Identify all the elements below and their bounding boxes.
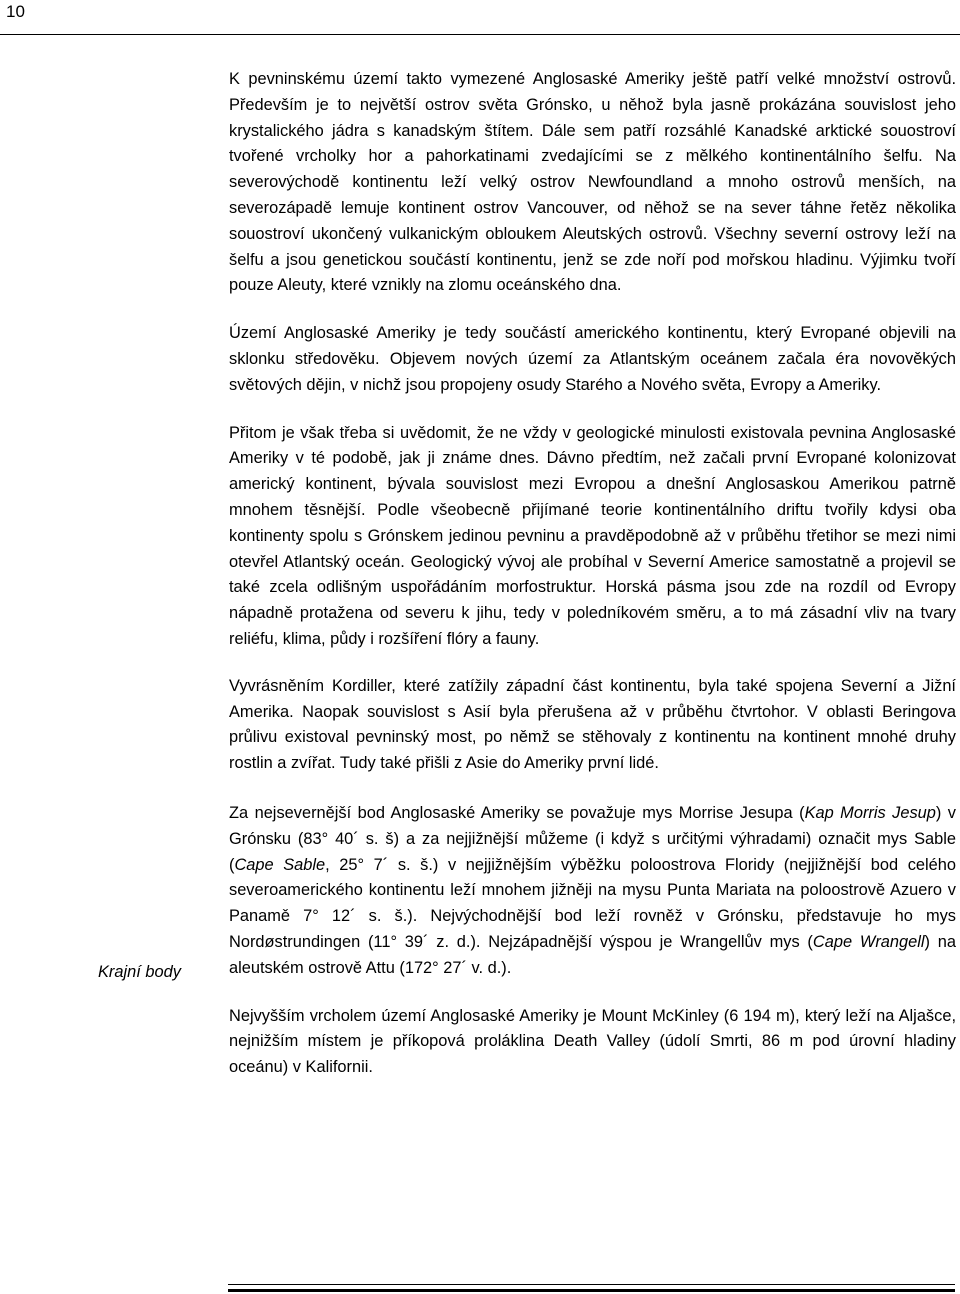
page-number: 10	[6, 2, 25, 21]
footer-rule-thin	[228, 1284, 955, 1285]
text-run: ) na aleutském ostrově Attu (172° 27´ v. d.).	[229, 932, 956, 977]
paragraph-elevations	[229, 1004, 956, 1081]
paragraph-continent	[229, 321, 956, 398]
text-run: , 25° 7´ s. š.) v nejjižnějším výběžku poloostrova Floridy (nejjižnější bod celého severoamerického kontinentu leží mnohem jižněji na mysu Punta Mariata na poloostrově Azuero v Panamě 7° 12´ s. š.). Nejvýchodnější bod leží rovněž v Grónsku, představuje ho mys Nordøstrundingen (11° 39´ z. d.). Nejzápadnější výspou je Wrangellův mys (	[229, 855, 956, 951]
side-label-extreme-points: Krajní body	[98, 963, 181, 981]
paragraph-cordillera	[229, 674, 956, 777]
text-run: Za nejsevernější bod Anglosaské Ameriky se považuje mys Morrise Jesupa (	[229, 803, 805, 822]
text-run: Vyvrásněním Kordiller, které zatížily západní část kontinentu, byla také spojena Severní a Jižní Amerika. Naopak souvislost s Asií byla přerušena až v průběhu čtvrtohor. V oblasti Beringova průlivu existoval pevninský most, po němž se stěhovaly z kontinentu na kontinent mnohé druhy rostlin a zvířat. Tudy také přišli z Asie do Ameriky první lidé.	[229, 676, 956, 773]
text-run: ) v Grónsku (83° 40´ s. š) a za nejjižnější můžeme (i když s určitými výhradami) označit mys Sable (	[229, 803, 956, 874]
italic-term: Cape Sable	[234, 855, 326, 874]
main-text	[229, 67, 956, 1103]
footer-rule-thick	[228, 1289, 955, 1292]
text-run: Nejvyšším vrcholem území Anglosaské Ameriky je Mount McKinley (6 194 m), který leží na Aljašce, nejnižším místem je příkopová proláklina Death Valley (údolí Smrti, 86 m pod úrovní hladiny oceánu) v Kalifornii.	[229, 1006, 956, 1077]
italic-term: Kap Morris Jesup	[804, 803, 936, 822]
paragraph-extreme-points	[229, 801, 956, 982]
text-run: K pevninskému území takto vymezené Anglosaské Ameriky ještě patří velké množství ostrovů. Především je to největší ostrov světa Grónsko, u něhož byla jasně prokázána souvislost jeho krystalického jádra s kanadským štítem. Dále sem patří rozsáhlé Kanadské arktické souostroví tvořené vrcholky hor a pahorkatinami zvedajícími se z mělkého kontinentálního šelfu. Na severovýchodě kontinentu leží velký ostrov Newfoundland a mnoho ostrovů menších, na severozápadě lemuje kontinent ostrov Vancouver, od něhož se na sever táhne řetěz několika souostroví ukončený vulkanickým obloukem Aleutských ostrovů. Všechny severní ostrovy leží na šelfu a jsou genetickou součástí kontinentu, jenž se zde noří pod mořskou hladinu. Výjimku tvoří pouze Aleuty, které vznikly na zlomu oceánského dna.	[229, 70, 956, 295]
paragraph-geology	[229, 421, 956, 653]
header-rule	[0, 34, 960, 35]
text-run: Přitom je však třeba si uvědomit, že ne vždy v geologické minulosti existovala pevnina Anglosaské Ameriky v té podobě, jak ji známe dnes. Dávno předtím, než začali první Evropané kolonizovat americký kontinent, bývala souvislost mezi Evropou a dnešní Anglosaskou Amerikou patrně mnohem těsnější. Podle všeobecně přijímané teorie kontinentálního driftu tvořily kdysi oba kontinenty spolu s Grónskem jedinou pevninu a pravděpodobně až v průběhu třetihor se mezi nimi otevřel Atlantský oceán. Geologický vývoj ale probíhal v Severní Americe samostatně a projevil se také zcela odlišným uspořádáním morfostruktur. Horská pásma jsou zde na rozdíl od Evropy nápadně protažena od severu k jihu, tedy v poledníkovém směru, a to má zásadní vliv na tvary reliéfu, klima, půdy i rozšíření flóry a fauny.	[229, 423, 956, 648]
text-run: Území Anglosaské Ameriky je tedy součástí amerického kontinentu, který Evropané objevili na sklonku středověku. Objevem nových území za Atlantským oceánem začala éra novověkých světových dějin, v nichž jsou propojeny osudy Starého a Nového světa, Evropy a Ameriky.	[229, 324, 956, 394]
paragraph-islands	[229, 67, 956, 299]
italic-term: Cape Wrangell	[812, 932, 925, 951]
